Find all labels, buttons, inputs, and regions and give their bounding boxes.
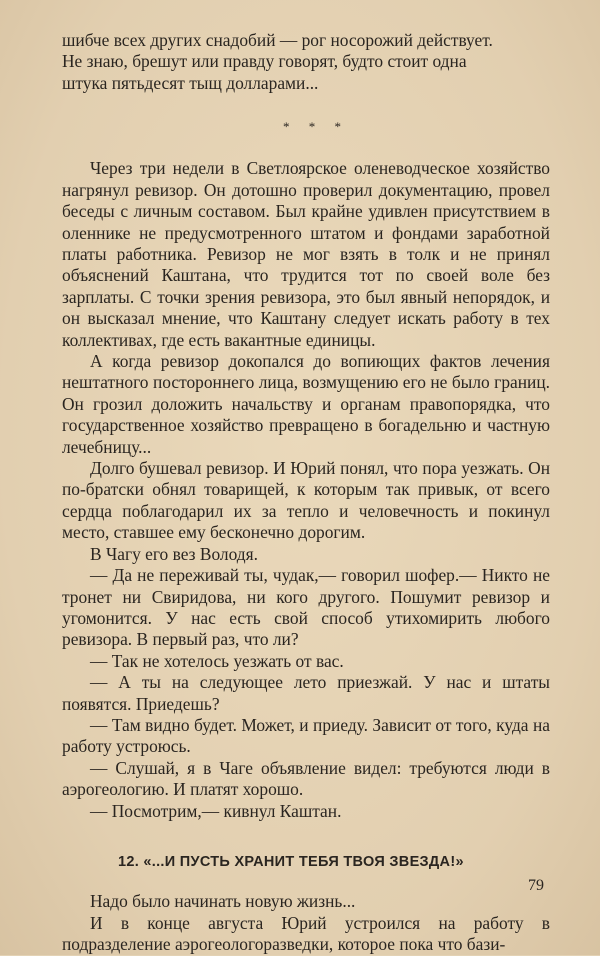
page-text [62, 30, 550, 956]
paragraph: В Чагу его вез Володя. [90, 543, 258, 564]
paragraph: — Да не переживай ты, чудак,— говорил шофер.— Никто не тронет ни Свиридова, ни кого другого. Пошумит ревизор и угомонится. У нас есть свой способ утихомирить любого ревизора. В первый раз, что ли? [62, 565, 550, 650]
page-number: 79 [528, 877, 544, 894]
paragraph: — Так не хотелось уезжать от вас. [90, 650, 344, 671]
paragraph: — Там видно будет. Может, и приеду. Зависит от того, куда на работу устроюсь. [62, 714, 550, 757]
text-line: шибче всех других снадобий — рог носорожий действует. [62, 30, 493, 50]
paragraph: Надо было начинать новую жизнь... [90, 891, 356, 912]
paragraph: А когда ревизор докопался до вопиющих фактов лечения нештатного постороннего лица, возмущению его не было границ. Он грозил доложить начальству и органам правопорядка, что государственное хозяйство превращено в богадельню и частную лечебницу... [62, 351, 550, 457]
section-separator: * * * [283, 118, 349, 134]
paragraph: Долго бушевал ревизор. И Юрий понял, что пора уезжать. Он по-братски обнял товарищей, к которым так привык, от всего сердца поблагодарил их за тепло и человечность и покинул место, ставшее ему бесконечно дорогим. [62, 458, 550, 543]
paragraph: И в конце августа Юрий устроился на работу в подразделение аэрогеологоразведки, которое пока что бази- [62, 912, 550, 955]
chapter-heading: 12. «...И ПУСТЬ ХРАНИТ ТЕБЯ ТВОЯ ЗВЕЗДА!» [118, 853, 464, 870]
paragraph: — А ты на следующее лето приезжай. У нас и штаты появятся. Приедешь? [62, 672, 550, 714]
text-line: штука пятьдесят тыщ долларами... [62, 72, 319, 93]
paragraph: Через три недели в Светлоярское оленеводческое хозяйство нагрянул ревизор. Он дотошно проверил документацию, провел беседы с личным составом. Был крайне удивлен присутствием в оленнике не предусмотренного штатом и фондами заработной платы работника. Ревизор не мог взять в толк и не принял объяснений Каштана, что трудится тот по своей воле без зарплаты. С точки зрения ревизора, это был явный непорядок, и он высказал мнение, что Каштану следует искать работу в тех коллективах, где есть вакантные единицы. [62, 158, 550, 350]
paragraph: — Посмотрим,— кивнул Каштан. [90, 800, 342, 821]
paragraph: — Слушай, я в Чаге объявление видел: требуются люди в аэрогеологию. И платят хорошо. [62, 757, 550, 800]
text-line: Не знаю, брешут или правду говорят, будто стоит одна [62, 51, 467, 72]
